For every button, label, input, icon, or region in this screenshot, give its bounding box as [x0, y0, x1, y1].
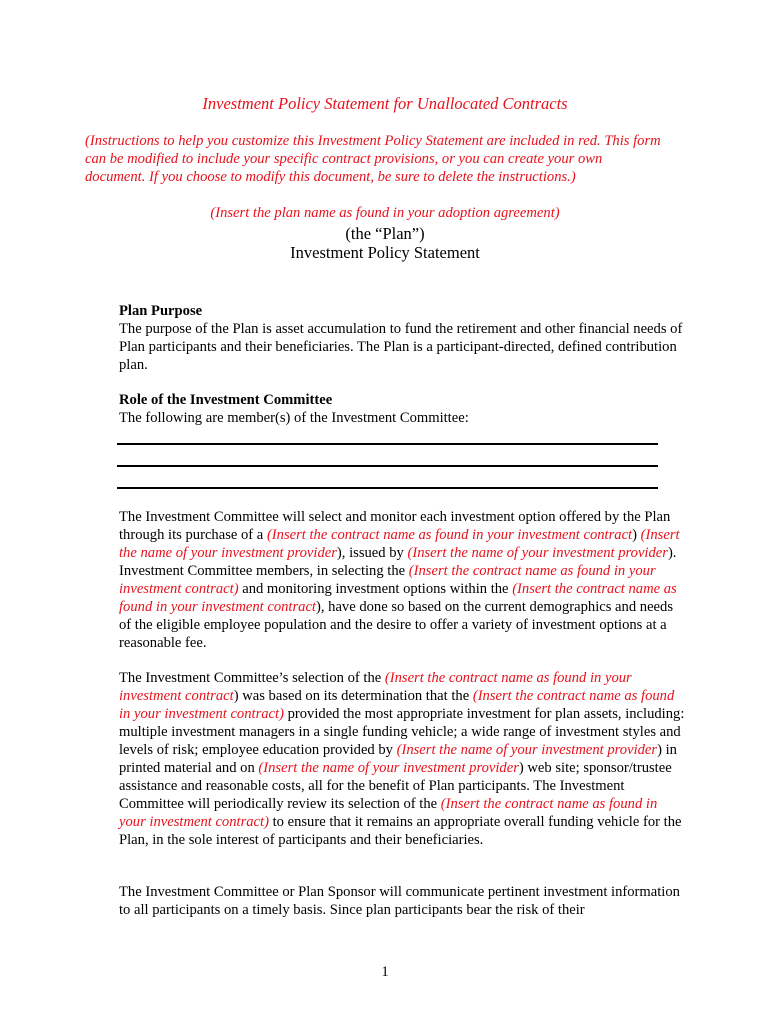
- p2-text-1: The Investment Committee’s selection of the: [119, 670, 385, 686]
- document-title: Investment Policy Statement for Unallocated Contracts: [202, 94, 568, 113]
- p1-placeholder-4: (Insert the contract name as found in your investment contract): [119, 563, 656, 597]
- p1-text-5: and monitoring investment options within the: [238, 581, 513, 597]
- p2-text-6: to ensure that it remains an appropriate overall funding vehicle for the Plan, in the sole interest of participants and their beneficiaries.: [119, 814, 682, 848]
- role-intro: The following are member(s) of the Investment Committee:: [119, 410, 469, 426]
- instructions-note: (Instructions to help you customize this Investment Policy Statement are included in red. This form can be modified to include your specific contract provisions, or you can create your own document. If you choose to modify this document, be sure to delete the instructions.): [85, 133, 661, 185]
- committee-member-line-2: [117, 465, 658, 467]
- p2-text-5: ) web site; sponsor/trustee assistance and reasonable costs, all for the benefit of Plan participants. The Investment Committee will periodically review its selection of the: [119, 760, 672, 812]
- p2-text-3: provided the most appropriate investment for plan assets, including: multiple investment managers in a single funding vehicle; a wide range of investment styles and levels of risk; employee education provided by: [119, 706, 685, 758]
- p2-placeholder-1: (Insert the contract name as found in your investment contract: [119, 670, 632, 704]
- selection-paragraph: [119, 508, 685, 652]
- p1-text-4: ). Investment Committee members, in selecting the: [119, 545, 677, 579]
- p2-placeholder-5: (Insert the contract name as found in your investment contract): [119, 796, 658, 830]
- plan-purpose-section: [119, 302, 685, 374]
- plan-purpose-text: The purpose of the Plan is asset accumulation to fund the retirement and other financial needs of Plan participants and their beneficiaries. The Plan is a participant-directed, defined contribution plan.: [119, 321, 683, 373]
- page-number: 1: [381, 964, 389, 980]
- p1-text-1: The Investment Committee will select and monitor each investment option offered by the Plan through its purchase of a: [119, 509, 671, 543]
- p2-placeholder-2: (Insert the contract name as found in your investment contract): [119, 688, 675, 722]
- plan-name-placeholder: (Insert the plan name as found in your adoption agreement): [210, 205, 560, 221]
- p2-text-2: ) was based on its determination that the: [233, 688, 473, 704]
- role-section: [119, 391, 685, 427]
- p1-text-3: ), issued by: [336, 545, 408, 561]
- p1-placeholder-1: (Insert the contract name as found in your investment contract: [266, 527, 633, 543]
- determination-paragraph: [119, 669, 685, 849]
- p2-placeholder-4: (Insert the name of your investment provider: [258, 760, 519, 776]
- p2-text-4: ) in printed material and on: [119, 742, 677, 776]
- plan-purpose-heading: Plan Purpose: [119, 303, 203, 319]
- p1-text-2: ): [632, 527, 641, 543]
- committee-member-line-1: [117, 443, 658, 445]
- p1-placeholder-3: (Insert the name of your investment provider: [407, 545, 668, 561]
- p1-text-6: ), have done so based on the current demographics and needs of the eligible employee population and the desire to offer a variety of investment options at a reasonable fee.: [119, 599, 674, 651]
- statement-label: Investment Policy Statement: [290, 243, 480, 262]
- p1-placeholder-2: (Insert the name of your investment provider: [119, 527, 680, 561]
- communication-paragraph: The Investment Committee or Plan Sponsor will communicate pertinent investment information to all participants on a timely basis. Since plan participants bear the risk of their: [119, 884, 680, 918]
- committee-member-line-3: [117, 487, 658, 489]
- plan-label: (the “Plan”): [345, 224, 425, 243]
- p1-placeholder-5: (Insert the contract name as found in your investment contract: [119, 581, 677, 615]
- role-heading: Role of the Investment Committee: [119, 392, 333, 408]
- p2-placeholder-3: (Insert the name of your investment provider: [396, 742, 658, 758]
